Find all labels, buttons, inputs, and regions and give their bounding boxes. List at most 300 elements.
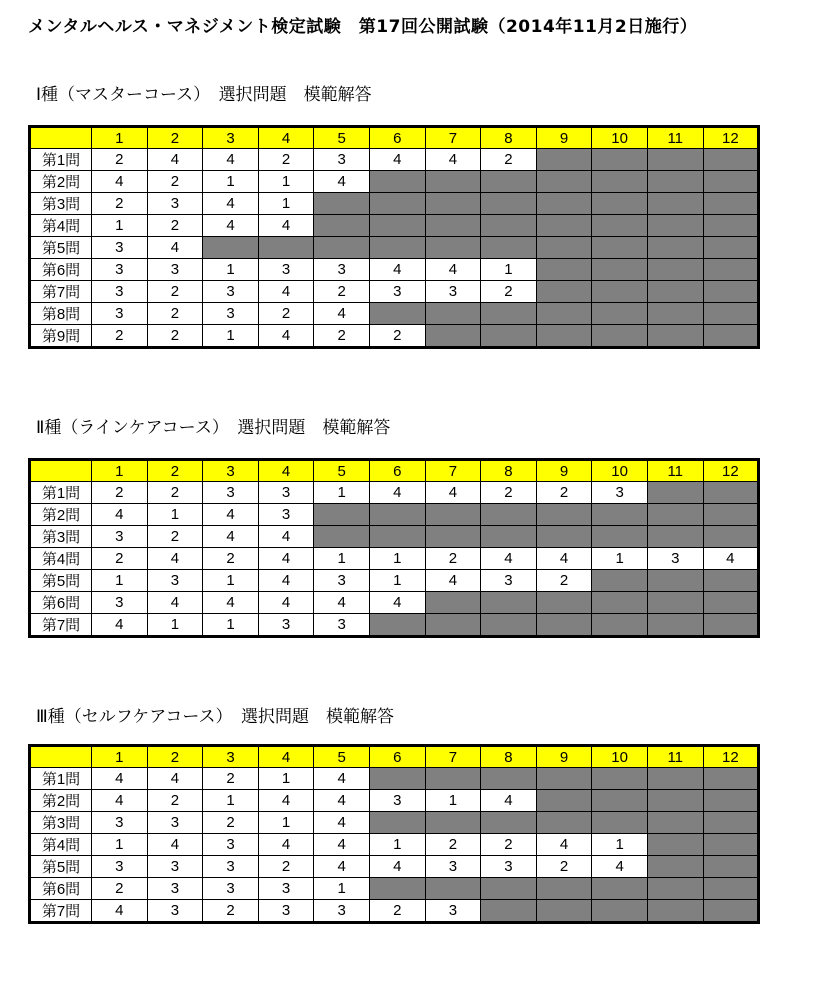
unused-cell: [536, 237, 592, 259]
answer-cell: 3: [147, 878, 203, 900]
column-header: 5: [314, 460, 370, 482]
unused-cell: [703, 790, 759, 812]
unused-cell: [536, 325, 592, 348]
answer-cell: 3: [203, 878, 259, 900]
answer-cell: 4: [369, 592, 425, 614]
answer-cell: 4: [314, 812, 370, 834]
question-label: 第4問: [30, 834, 92, 856]
answer-cell: 4: [536, 548, 592, 570]
answer-cell: 3: [92, 856, 148, 878]
unused-cell: [536, 900, 592, 923]
answer-cell: 2: [147, 215, 203, 237]
answer-cell: 3: [92, 281, 148, 303]
unused-cell: [369, 193, 425, 215]
answer-cell: 4: [314, 171, 370, 193]
unused-cell: [481, 303, 537, 325]
column-header: 12: [703, 460, 759, 482]
column-header: 8: [481, 127, 537, 149]
answer-cell: 4: [425, 259, 481, 281]
section-title-3: Ⅲ種（セルフケアコース） 選択問題 模範解答: [36, 707, 395, 727]
question-label: 第7問: [30, 281, 92, 303]
column-header: 10: [592, 127, 648, 149]
answer-cell: 4: [92, 900, 148, 923]
column-header: 2: [147, 746, 203, 768]
answer-table-2: [28, 458, 760, 638]
unused-cell: [647, 325, 703, 348]
answer-cell: 1: [203, 171, 259, 193]
answer-cell: 4: [92, 614, 148, 637]
unused-cell: [703, 193, 759, 215]
answer-cell: 3: [258, 900, 314, 923]
unused-cell: [481, 768, 537, 790]
column-header: 2: [147, 460, 203, 482]
column-header: 4: [258, 746, 314, 768]
table-row: [30, 259, 759, 281]
answer-cell: 3: [258, 482, 314, 504]
unused-cell: [369, 526, 425, 548]
answer-cell: 1: [425, 790, 481, 812]
unused-cell: [481, 526, 537, 548]
answer-cell: 1: [203, 790, 259, 812]
column-header: 5: [314, 127, 370, 149]
table-row: [30, 482, 759, 504]
answer-cell: 2: [258, 303, 314, 325]
answer-cell: 3: [147, 900, 203, 923]
answer-cell: 1: [92, 215, 148, 237]
unused-cell: [703, 526, 759, 548]
unused-cell: [703, 325, 759, 348]
unused-cell: [314, 237, 370, 259]
answer-cell: 2: [481, 281, 537, 303]
unused-cell: [425, 878, 481, 900]
page-title: メンタルヘルス・マネジメント検定試験 第17回公開試験（2014年11月2日施行）: [28, 17, 698, 37]
unused-cell: [481, 215, 537, 237]
unused-cell: [647, 237, 703, 259]
unused-cell: [592, 878, 648, 900]
answer-cell: 4: [314, 834, 370, 856]
question-label: 第2問: [30, 504, 92, 526]
unused-cell: [536, 768, 592, 790]
answer-cell: 3: [92, 303, 148, 325]
question-label: 第1問: [30, 482, 92, 504]
unused-cell: [536, 259, 592, 281]
answer-cell: 3: [147, 856, 203, 878]
answer-cell: 4: [258, 790, 314, 812]
unused-cell: [481, 614, 537, 637]
unused-cell: [592, 303, 648, 325]
unused-cell: [369, 171, 425, 193]
unused-cell: [536, 281, 592, 303]
answer-cell: 1: [314, 548, 370, 570]
answer-cell: 3: [92, 592, 148, 614]
column-header: 7: [425, 746, 481, 768]
answer-cell: 4: [258, 325, 314, 348]
unused-cell: [592, 215, 648, 237]
answer-cell: 4: [203, 592, 259, 614]
answer-cell: 3: [647, 548, 703, 570]
unused-cell: [592, 570, 648, 592]
answer-cell: 4: [258, 570, 314, 592]
table-row: [30, 614, 759, 637]
column-header: 7: [425, 460, 481, 482]
unused-cell: [647, 592, 703, 614]
unused-cell: [314, 526, 370, 548]
table-header-row: [30, 127, 759, 149]
unused-cell: [536, 215, 592, 237]
answer-cell: 2: [481, 834, 537, 856]
answer-cell: 3: [481, 856, 537, 878]
table-row: [30, 215, 759, 237]
answer-cell: 4: [425, 482, 481, 504]
column-header: 9: [536, 746, 592, 768]
unused-cell: [425, 768, 481, 790]
unused-cell: [481, 504, 537, 526]
column-header: 6: [369, 746, 425, 768]
question-label: 第5問: [30, 856, 92, 878]
answer-cell: 4: [369, 482, 425, 504]
unused-cell: [536, 171, 592, 193]
unused-cell: [647, 812, 703, 834]
unused-cell: [536, 878, 592, 900]
answer-cell: 2: [369, 325, 425, 348]
answer-cell: 3: [369, 281, 425, 303]
answer-table-1: [28, 125, 760, 349]
unused-cell: [647, 900, 703, 923]
unused-cell: [481, 900, 537, 923]
answer-cell: 4: [147, 592, 203, 614]
question-label: 第9問: [30, 325, 92, 348]
answer-cell: 4: [314, 768, 370, 790]
unused-cell: [703, 768, 759, 790]
answer-cell: 4: [369, 149, 425, 171]
unused-cell: [425, 193, 481, 215]
answer-cell: 3: [147, 570, 203, 592]
table-row: [30, 193, 759, 215]
unused-cell: [703, 171, 759, 193]
answer-cell: 2: [92, 548, 148, 570]
answer-cell: 4: [703, 548, 759, 570]
answer-cell: 4: [92, 790, 148, 812]
unused-cell: [703, 482, 759, 504]
answer-cell: 1: [592, 834, 648, 856]
unused-cell: [481, 812, 537, 834]
question-label: 第5問: [30, 237, 92, 259]
unused-cell: [481, 592, 537, 614]
unused-cell: [647, 856, 703, 878]
unused-cell: [647, 790, 703, 812]
unused-cell: [592, 149, 648, 171]
column-header: 1: [92, 746, 148, 768]
answer-cell: 1: [92, 570, 148, 592]
answer-cell: 4: [481, 790, 537, 812]
table-row: [30, 171, 759, 193]
unused-cell: [703, 900, 759, 923]
table-row: [30, 878, 759, 900]
answer-cell: 3: [425, 900, 481, 923]
answer-cell: 3: [203, 482, 259, 504]
column-header: 9: [536, 127, 592, 149]
column-header: 10: [592, 460, 648, 482]
unused-cell: [703, 259, 759, 281]
answer-cell: 4: [147, 768, 203, 790]
unused-cell: [369, 303, 425, 325]
unused-cell: [425, 504, 481, 526]
unused-cell: [592, 526, 648, 548]
unused-cell: [369, 768, 425, 790]
unused-cell: [703, 504, 759, 526]
answer-cell: 4: [481, 548, 537, 570]
answer-cell: 2: [314, 281, 370, 303]
answer-cell: 1: [369, 548, 425, 570]
column-header: 4: [258, 460, 314, 482]
question-label: 第7問: [30, 900, 92, 923]
answer-cell: 4: [203, 149, 259, 171]
unused-cell: [703, 614, 759, 637]
answer-cell: 1: [147, 614, 203, 637]
unused-cell: [425, 614, 481, 637]
column-header: 3: [203, 460, 259, 482]
unused-cell: [481, 325, 537, 348]
unused-cell: [536, 614, 592, 637]
unused-cell: [481, 171, 537, 193]
unused-cell: [703, 215, 759, 237]
unused-cell: [425, 237, 481, 259]
section-title-2: Ⅱ種（ラインケアコース） 選択問題 模範解答: [36, 418, 391, 438]
answer-cell: 3: [592, 482, 648, 504]
unused-cell: [592, 614, 648, 637]
column-header: 12: [703, 127, 759, 149]
answer-cell: 1: [314, 878, 370, 900]
answer-cell: 3: [203, 281, 259, 303]
unused-cell: [647, 878, 703, 900]
unused-cell: [536, 193, 592, 215]
answer-cell: 4: [92, 768, 148, 790]
answer-cell: 4: [147, 548, 203, 570]
unused-cell: [369, 614, 425, 637]
answer-cell: 2: [536, 570, 592, 592]
answer-cell: 2: [481, 482, 537, 504]
answer-cell: 4: [147, 834, 203, 856]
unused-cell: [647, 570, 703, 592]
column-header: 9: [536, 460, 592, 482]
table-row: [30, 768, 759, 790]
question-label: 第3問: [30, 193, 92, 215]
answer-cell: 1: [369, 570, 425, 592]
header-corner-cell: [30, 127, 92, 149]
unused-cell: [703, 592, 759, 614]
unused-cell: [647, 482, 703, 504]
unused-cell: [647, 526, 703, 548]
unused-cell: [647, 259, 703, 281]
question-label: 第2問: [30, 790, 92, 812]
unused-cell: [536, 303, 592, 325]
header-corner-cell: [30, 746, 92, 768]
unused-cell: [425, 812, 481, 834]
answer-cell: 4: [147, 237, 203, 259]
answer-cell: 4: [258, 215, 314, 237]
unused-cell: [481, 193, 537, 215]
answer-cell: 1: [92, 834, 148, 856]
unused-cell: [369, 812, 425, 834]
question-label: 第4問: [30, 548, 92, 570]
unused-cell: [425, 325, 481, 348]
unused-cell: [258, 237, 314, 259]
unused-cell: [536, 592, 592, 614]
table-row: [30, 526, 759, 548]
unused-cell: [703, 878, 759, 900]
unused-cell: [592, 171, 648, 193]
answer-cell: 2: [369, 900, 425, 923]
unused-cell: [592, 281, 648, 303]
answer-cell: 4: [314, 856, 370, 878]
column-header: 10: [592, 746, 648, 768]
unused-cell: [425, 215, 481, 237]
unused-cell: [369, 215, 425, 237]
answer-cell: 1: [481, 259, 537, 281]
question-label: 第3問: [30, 812, 92, 834]
unused-cell: [369, 504, 425, 526]
unused-cell: [425, 171, 481, 193]
unused-cell: [592, 259, 648, 281]
answer-cell: 4: [203, 215, 259, 237]
question-label: 第8問: [30, 303, 92, 325]
answer-cell: 1: [369, 834, 425, 856]
column-header: 4: [258, 127, 314, 149]
answer-cell: 1: [203, 570, 259, 592]
answer-cell: 3: [314, 900, 370, 923]
answer-cell: 3: [425, 856, 481, 878]
answer-cell: 2: [147, 171, 203, 193]
answer-cell: 4: [369, 856, 425, 878]
answer-cell: 4: [147, 149, 203, 171]
question-label: 第2問: [30, 171, 92, 193]
answer-table-3: [28, 744, 760, 924]
unused-cell: [592, 790, 648, 812]
answer-cell: 2: [147, 303, 203, 325]
answer-cell: 2: [147, 790, 203, 812]
answer-cell: 3: [92, 259, 148, 281]
table-row: [30, 592, 759, 614]
answer-cell: 3: [203, 303, 259, 325]
unused-cell: [203, 237, 259, 259]
unused-cell: [647, 281, 703, 303]
answer-cell: 3: [314, 149, 370, 171]
table-row: [30, 237, 759, 259]
column-header: 6: [369, 127, 425, 149]
unused-cell: [647, 171, 703, 193]
answer-cell: 1: [314, 482, 370, 504]
unused-cell: [425, 303, 481, 325]
answer-cell: 4: [258, 548, 314, 570]
answer-cell: 4: [203, 504, 259, 526]
answer-cell: 3: [481, 570, 537, 592]
answer-cell: 1: [258, 812, 314, 834]
unused-cell: [703, 834, 759, 856]
unused-cell: [592, 237, 648, 259]
answer-cell: 4: [592, 856, 648, 878]
unused-cell: [703, 149, 759, 171]
column-header: 1: [92, 127, 148, 149]
table-row: [30, 812, 759, 834]
column-header: 8: [481, 460, 537, 482]
answer-cell: 2: [147, 325, 203, 348]
answer-cell: 3: [258, 259, 314, 281]
answer-cell: 2: [203, 548, 259, 570]
answer-cell: 2: [203, 900, 259, 923]
answer-cell: 4: [369, 259, 425, 281]
answer-cell: 2: [481, 149, 537, 171]
unused-cell: [592, 768, 648, 790]
answer-cell: 2: [147, 526, 203, 548]
question-label: 第6問: [30, 259, 92, 281]
answer-cell: 3: [92, 526, 148, 548]
column-header: 7: [425, 127, 481, 149]
unused-cell: [592, 592, 648, 614]
unused-cell: [647, 215, 703, 237]
unused-cell: [314, 215, 370, 237]
table-header-row: [30, 460, 759, 482]
unused-cell: [536, 812, 592, 834]
answer-cell: 1: [203, 325, 259, 348]
answer-cell: 4: [425, 570, 481, 592]
answer-cell: 1: [258, 193, 314, 215]
unused-cell: [592, 325, 648, 348]
answer-cell: 3: [258, 878, 314, 900]
unused-cell: [425, 592, 481, 614]
column-header: 11: [647, 127, 703, 149]
question-label: 第6問: [30, 878, 92, 900]
unused-cell: [703, 303, 759, 325]
answer-cell: 3: [92, 237, 148, 259]
column-header: 8: [481, 746, 537, 768]
unused-cell: [536, 790, 592, 812]
table-header-row: [30, 746, 759, 768]
unused-cell: [647, 193, 703, 215]
column-header: 11: [647, 746, 703, 768]
unused-cell: [703, 281, 759, 303]
answer-cell: 2: [425, 834, 481, 856]
answer-cell: 4: [258, 526, 314, 548]
table-row: [30, 149, 759, 171]
answer-cell: 3: [369, 790, 425, 812]
answer-cell: 2: [147, 482, 203, 504]
unused-cell: [647, 768, 703, 790]
unused-cell: [481, 237, 537, 259]
answer-cell: 4: [203, 526, 259, 548]
answer-cell: 2: [92, 878, 148, 900]
table-row: [30, 900, 759, 923]
answer-cell: 3: [425, 281, 481, 303]
answer-cell: 1: [258, 171, 314, 193]
answer-cell: 4: [314, 592, 370, 614]
answer-cell: 3: [258, 504, 314, 526]
answer-cell: 2: [258, 856, 314, 878]
unused-cell: [314, 504, 370, 526]
answer-cell: 1: [203, 614, 259, 637]
unused-cell: [647, 834, 703, 856]
answer-cell: 2: [314, 325, 370, 348]
table-row: [30, 834, 759, 856]
answer-cell: 4: [314, 303, 370, 325]
unused-cell: [703, 812, 759, 834]
unused-cell: [425, 526, 481, 548]
answer-cell: 2: [147, 281, 203, 303]
answer-cell: 4: [425, 149, 481, 171]
unused-cell: [314, 193, 370, 215]
answer-cell: 2: [203, 812, 259, 834]
answer-cell: 2: [92, 149, 148, 171]
unused-cell: [592, 193, 648, 215]
